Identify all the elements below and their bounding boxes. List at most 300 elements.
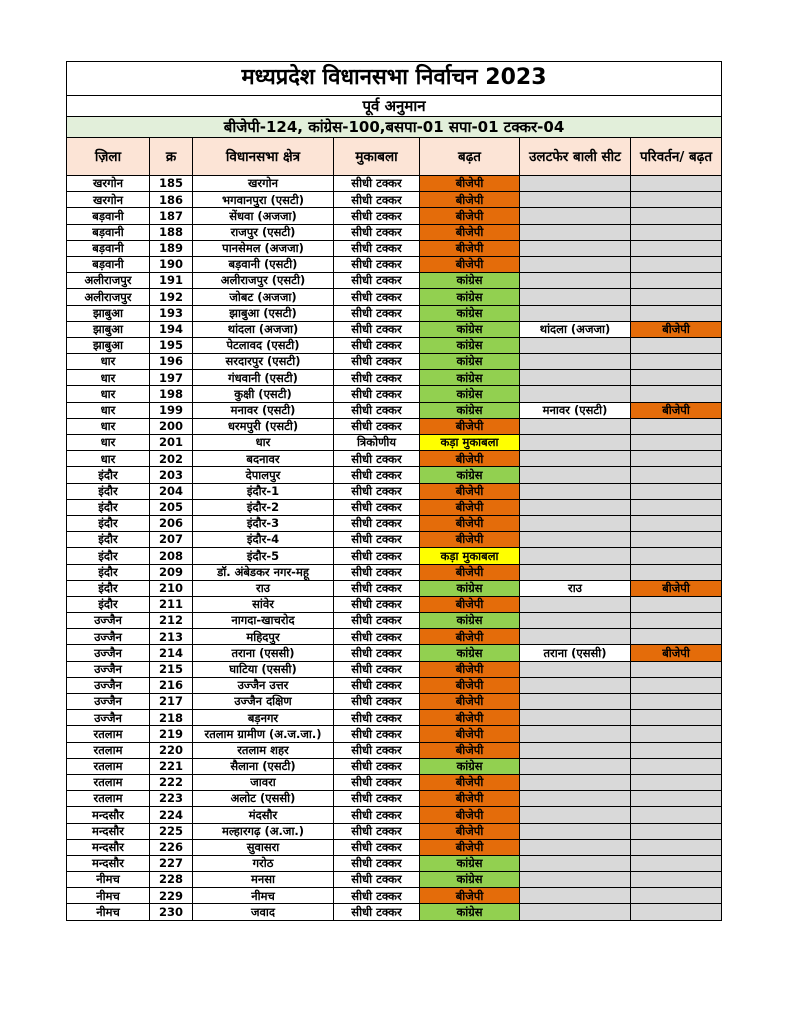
upset-seat-cell: [520, 370, 631, 386]
contest-cell: सीधी टक्कर: [334, 758, 420, 774]
district-cell: उज्जैन: [67, 677, 150, 693]
sheet-title: मध्यप्रदेश विधानसभा निर्वाचन 2023: [67, 62, 722, 96]
upset-seat-cell: [520, 240, 631, 256]
lead-cell: बीजेपी: [420, 208, 520, 224]
lead-cell: कड़ा मुकाबला: [420, 548, 520, 564]
district-cell: इंदौर: [67, 483, 150, 499]
change-lead-cell: [631, 888, 722, 904]
district-cell: इंदौर: [67, 580, 150, 596]
district-cell: उज्जैन: [67, 629, 150, 645]
district-cell: इंदौर: [67, 467, 150, 483]
district-cell: रतलाम: [67, 791, 150, 807]
table-row: [67, 402, 722, 418]
lead-cell: कड़ा मुकाबला: [420, 435, 520, 451]
lead-cell: बीजेपी: [420, 240, 520, 256]
table-row: [67, 710, 722, 726]
district-cell: अलीराजपुर: [67, 273, 150, 289]
upset-seat-cell: [520, 435, 631, 451]
constituency-cell: मल्हारगढ़ (अ.जा.): [193, 823, 334, 839]
number-cell: 206: [150, 515, 193, 531]
table-row: [67, 661, 722, 677]
table-row: [67, 386, 722, 402]
upset-seat-cell: [520, 726, 631, 742]
district-cell: बड़वानी: [67, 240, 150, 256]
number-cell: 203: [150, 467, 193, 483]
constituency-cell: सेंधवा (अजजा): [193, 208, 334, 224]
change-lead-cell: बीजेपी: [631, 402, 722, 418]
constituency-cell: सैलाना (एसटी): [193, 758, 334, 774]
contest-cell: सीधी टक्कर: [334, 370, 420, 386]
table-row: [67, 289, 722, 305]
constituency-cell: बड़वानी (एसटी): [193, 256, 334, 272]
number-cell: 201: [150, 435, 193, 451]
table-row: [67, 483, 722, 499]
table-row: [67, 192, 722, 208]
number-cell: 193: [150, 305, 193, 321]
contest-cell: सीधी टक्कर: [334, 451, 420, 467]
district-cell: खरगोन: [67, 192, 150, 208]
lead-cell: बीजेपी: [420, 176, 520, 192]
change-lead-cell: [631, 872, 722, 888]
district-cell: इंदौर: [67, 564, 150, 580]
change-lead-cell: [631, 710, 722, 726]
contest-cell: सीधी टक्कर: [334, 726, 420, 742]
upset-seat-cell: [520, 273, 631, 289]
contest-cell: सीधी टक्कर: [334, 710, 420, 726]
lead-cell: बीजेपी: [420, 515, 520, 531]
constituency-cell: महिदपुर: [193, 629, 334, 645]
constituency-cell: मनावर (एसटी): [193, 402, 334, 418]
number-cell: 227: [150, 855, 193, 871]
lead-cell: बीजेपी: [420, 742, 520, 758]
table-row: [67, 273, 722, 289]
district-cell: अलीराजपुर: [67, 289, 150, 305]
number-cell: 224: [150, 807, 193, 823]
district-cell: झाबुआ: [67, 337, 150, 353]
change-lead-cell: [631, 240, 722, 256]
table-row: [67, 872, 722, 888]
table-row: [67, 208, 722, 224]
contest-cell: सीधी टक्कर: [334, 305, 420, 321]
col-number: क्र: [150, 138, 193, 176]
district-cell: धार: [67, 354, 150, 370]
contest-cell: सीधी टक्कर: [334, 386, 420, 402]
contest-cell: सीधी टक्कर: [334, 872, 420, 888]
election-sheet: [66, 61, 721, 921]
constituency-cell: राजपुर (एसटी): [193, 224, 334, 240]
district-cell: इंदौर: [67, 548, 150, 564]
contest-cell: सीधी टक्कर: [334, 337, 420, 353]
number-cell: 216: [150, 677, 193, 693]
contest-cell: सीधी टक्कर: [334, 823, 420, 839]
constituency-cell: राउ: [193, 580, 334, 596]
table-row: [67, 354, 722, 370]
lead-cell: बीजेपी: [420, 807, 520, 823]
number-cell: 192: [150, 289, 193, 305]
upset-seat-cell: [520, 791, 631, 807]
constituency-cell: डॉ. अंबेडकर नगर-महू: [193, 564, 334, 580]
change-lead-cell: [631, 386, 722, 402]
contest-cell: सीधी टक्कर: [334, 596, 420, 612]
upset-seat-cell: [520, 176, 631, 192]
upset-seat-cell: [520, 548, 631, 564]
constituency-cell: तराना (एससी): [193, 645, 334, 661]
constituency-cell: पानसेमल (अजजा): [193, 240, 334, 256]
number-cell: 211: [150, 596, 193, 612]
district-cell: नीमच: [67, 888, 150, 904]
district-cell: इंदौर: [67, 499, 150, 515]
district-cell: मन्दसौर: [67, 823, 150, 839]
upset-seat-cell: [520, 208, 631, 224]
number-cell: 213: [150, 629, 193, 645]
constituency-cell: झाबुआ (एसटी): [193, 305, 334, 321]
constituency-cell: धरमपुरी (एसटी): [193, 418, 334, 434]
upset-seat-cell: [520, 710, 631, 726]
upset-seat-cell: राउ: [520, 580, 631, 596]
lead-cell: बीजेपी: [420, 224, 520, 240]
constituency-cell: भगवानपुरा (एसटी): [193, 192, 334, 208]
upset-seat-cell: [520, 386, 631, 402]
upset-seat-cell: [520, 224, 631, 240]
change-lead-cell: [631, 677, 722, 693]
number-cell: 188: [150, 224, 193, 240]
contest-cell: सीधी टक्कर: [334, 483, 420, 499]
number-cell: 197: [150, 370, 193, 386]
table-row: [67, 613, 722, 629]
upset-seat-cell: [520, 855, 631, 871]
number-cell: 217: [150, 694, 193, 710]
column-header-row: [67, 138, 722, 176]
lead-cell: कांग्रेस: [420, 354, 520, 370]
number-cell: 191: [150, 273, 193, 289]
number-cell: 212: [150, 613, 193, 629]
change-lead-cell: [631, 208, 722, 224]
district-cell: धार: [67, 386, 150, 402]
district-cell: धार: [67, 435, 150, 451]
change-lead-cell: [631, 483, 722, 499]
change-lead-cell: [631, 855, 722, 871]
district-cell: उज्जैन: [67, 694, 150, 710]
table-row: [67, 240, 722, 256]
change-lead-cell: [631, 515, 722, 531]
constituency-cell: अलीराजपुर (एसटी): [193, 273, 334, 289]
contest-cell: सीधी टक्कर: [334, 694, 420, 710]
lead-cell: कांग्रेस: [420, 386, 520, 402]
lead-cell: कांग्रेस: [420, 467, 520, 483]
change-lead-cell: [631, 370, 722, 386]
number-cell: 196: [150, 354, 193, 370]
table-row: [67, 564, 722, 580]
table-row: [67, 807, 722, 823]
constituency-cell: घाटिया (एससी): [193, 661, 334, 677]
table-row: [67, 888, 722, 904]
change-lead-cell: [631, 661, 722, 677]
lead-cell: बीजेपी: [420, 596, 520, 612]
constituency-cell: नीमच: [193, 888, 334, 904]
district-cell: उज्जैन: [67, 613, 150, 629]
lead-cell: बीजेपी: [420, 629, 520, 645]
table-row: [67, 645, 722, 661]
constituency-cell: सांवेर: [193, 596, 334, 612]
district-cell: रतलाम: [67, 726, 150, 742]
district-cell: धार: [67, 418, 150, 434]
district-cell: झाबुआ: [67, 321, 150, 337]
change-lead-cell: [631, 289, 722, 305]
district-cell: खरगोन: [67, 176, 150, 192]
change-lead-cell: [631, 742, 722, 758]
table-row: [67, 774, 722, 790]
district-cell: उज्जैन: [67, 645, 150, 661]
number-cell: 223: [150, 791, 193, 807]
change-lead-cell: [631, 305, 722, 321]
constituency-cell: धार: [193, 435, 334, 451]
lead-cell: बीजेपी: [420, 451, 520, 467]
number-cell: 187: [150, 208, 193, 224]
table-row: [67, 370, 722, 386]
constituency-cell: जोबट (अजजा): [193, 289, 334, 305]
contest-cell: सीधी टक्कर: [334, 661, 420, 677]
upset-seat-cell: [520, 467, 631, 483]
upset-seat-cell: [520, 888, 631, 904]
constituency-cell: थांदला (अजजा): [193, 321, 334, 337]
constituency-cell: इंदौर-4: [193, 532, 334, 548]
district-cell: रतलाम: [67, 774, 150, 790]
change-lead-cell: बीजेपी: [631, 645, 722, 661]
constituency-cell: अलोट (एससी): [193, 791, 334, 807]
sheet-subtitle: पूर्व अनुमान: [67, 96, 722, 117]
contest-cell: सीधी टक्कर: [334, 564, 420, 580]
number-cell: 222: [150, 774, 193, 790]
table-row: [67, 839, 722, 855]
contest-cell: सीधी टक्कर: [334, 613, 420, 629]
table-row: [67, 726, 722, 742]
projection-table: [66, 61, 722, 921]
constituency-cell: गंधवानी (एसटी): [193, 370, 334, 386]
change-lead-cell: [631, 192, 722, 208]
district-cell: नीमच: [67, 904, 150, 920]
contest-cell: सीधी टक्कर: [334, 208, 420, 224]
constituency-cell: उज्जैन दक्षिण: [193, 694, 334, 710]
lead-cell: बीजेपी: [420, 726, 520, 742]
table-row: [67, 758, 722, 774]
number-cell: 225: [150, 823, 193, 839]
table-row: [67, 580, 722, 596]
number-cell: 230: [150, 904, 193, 920]
contest-cell: सीधी टक्कर: [334, 224, 420, 240]
upset-seat-cell: [520, 774, 631, 790]
contest-cell: सीधी टक्कर: [334, 855, 420, 871]
number-cell: 189: [150, 240, 193, 256]
number-cell: 202: [150, 451, 193, 467]
upset-seat-cell: [520, 418, 631, 434]
table-row: [67, 176, 722, 192]
constituency-cell: गरोठ: [193, 855, 334, 871]
number-cell: 204: [150, 483, 193, 499]
contest-cell: सीधी टक्कर: [334, 904, 420, 920]
number-cell: 205: [150, 499, 193, 515]
district-cell: मन्दसौर: [67, 839, 150, 855]
district-cell: इंदौर: [67, 596, 150, 612]
lead-cell: बीजेपी: [420, 499, 520, 515]
lead-cell: बीजेपी: [420, 192, 520, 208]
contest-cell: सीधी टक्कर: [334, 273, 420, 289]
upset-seat-cell: [520, 483, 631, 499]
contest-cell: सीधी टक्कर: [334, 354, 420, 370]
table-row: [67, 451, 722, 467]
district-cell: धार: [67, 370, 150, 386]
contest-cell: सीधी टक्कर: [334, 645, 420, 661]
upset-seat-cell: मनावर (एसटी): [520, 402, 631, 418]
change-lead-cell: [631, 839, 722, 855]
table-row: [67, 435, 722, 451]
change-lead-cell: [631, 435, 722, 451]
table-row: [67, 694, 722, 710]
change-lead-cell: [631, 823, 722, 839]
number-cell: 198: [150, 386, 193, 402]
upset-seat-cell: [520, 807, 631, 823]
district-cell: नीमच: [67, 872, 150, 888]
lead-cell: बीजेपी: [420, 888, 520, 904]
constituency-cell: मनसा: [193, 872, 334, 888]
table-row: [67, 823, 722, 839]
change-lead-cell: [631, 807, 722, 823]
number-cell: 219: [150, 726, 193, 742]
table-row: [67, 596, 722, 612]
number-cell: 199: [150, 402, 193, 418]
lead-cell: कांग्रेस: [420, 613, 520, 629]
contest-cell: सीधी टक्कर: [334, 629, 420, 645]
number-cell: 209: [150, 564, 193, 580]
constituency-cell: खरगोन: [193, 176, 334, 192]
constituency-cell: पेटलावद (एसटी): [193, 337, 334, 353]
contest-cell: सीधी टक्कर: [334, 888, 420, 904]
contest-cell: सीधी टक्कर: [334, 467, 420, 483]
lead-cell: बीजेपी: [420, 694, 520, 710]
upset-seat-cell: [520, 677, 631, 693]
constituency-cell: कुक्षी (एसटी): [193, 386, 334, 402]
change-lead-cell: [631, 499, 722, 515]
change-lead-cell: [631, 548, 722, 564]
lead-cell: कांग्रेस: [420, 645, 520, 661]
lead-cell: बीजेपी: [420, 483, 520, 499]
change-lead-cell: [631, 694, 722, 710]
upset-seat-cell: थांदला (अजजा): [520, 321, 631, 337]
lead-cell: बीजेपी: [420, 532, 520, 548]
lead-cell: कांग्रेस: [420, 855, 520, 871]
constituency-cell: सुवासरा: [193, 839, 334, 855]
constituency-cell: सरदारपुर (एसटी): [193, 354, 334, 370]
upset-seat-cell: [520, 515, 631, 531]
district-cell: झाबुआ: [67, 305, 150, 321]
constituency-cell: मंदसौर: [193, 807, 334, 823]
change-lead-cell: [631, 629, 722, 645]
change-lead-cell: [631, 596, 722, 612]
change-lead-cell: [631, 726, 722, 742]
district-cell: रतलाम: [67, 758, 150, 774]
upset-seat-cell: [520, 532, 631, 548]
contest-cell: सीधी टक्कर: [334, 240, 420, 256]
lead-cell: बीजेपी: [420, 677, 520, 693]
upset-seat-cell: [520, 758, 631, 774]
upset-seat-cell: [520, 499, 631, 515]
number-cell: 214: [150, 645, 193, 661]
upset-seat-cell: [520, 354, 631, 370]
table-row: [67, 256, 722, 272]
table-row: [67, 904, 722, 920]
lead-cell: कांग्रेस: [420, 370, 520, 386]
table-body: [67, 176, 722, 921]
upset-seat-cell: [520, 564, 631, 580]
contest-cell: सीधी टक्कर: [334, 580, 420, 596]
contest-cell: सीधी टक्कर: [334, 289, 420, 305]
lead-cell: बीजेपी: [420, 823, 520, 839]
contest-cell: सीधी टक्कर: [334, 774, 420, 790]
contest-cell: सीधी टक्कर: [334, 402, 420, 418]
upset-seat-cell: [520, 742, 631, 758]
number-cell: 210: [150, 580, 193, 596]
table-row: [67, 742, 722, 758]
table-row: [67, 515, 722, 531]
table-row: [67, 548, 722, 564]
number-cell: 228: [150, 872, 193, 888]
district-cell: बड़वानी: [67, 224, 150, 240]
number-cell: 229: [150, 888, 193, 904]
change-lead-cell: [631, 224, 722, 240]
upset-seat-cell: [520, 192, 631, 208]
upset-seat-cell: [520, 872, 631, 888]
change-lead-cell: [631, 791, 722, 807]
seat-summary: बीजेपी-124, कांग्रेस-100,बसपा-01 सपा-01 टक्कर-04: [67, 117, 722, 138]
constituency-cell: बदनावर: [193, 451, 334, 467]
table-row: [67, 629, 722, 645]
contest-cell: सीधी टक्कर: [334, 548, 420, 564]
col-upset-seat: उलटफेर बाली सीट: [520, 138, 631, 176]
lead-cell: कांग्रेस: [420, 289, 520, 305]
contest-cell: सीधी टक्कर: [334, 532, 420, 548]
col-change-lead: परिवर्तन/ बढ़त: [631, 138, 722, 176]
change-lead-cell: [631, 467, 722, 483]
contest-cell: सीधी टक्कर: [334, 176, 420, 192]
district-cell: धार: [67, 402, 150, 418]
table-row: [67, 337, 722, 353]
constituency-cell: इंदौर-2: [193, 499, 334, 515]
district-cell: मन्दसौर: [67, 807, 150, 823]
constituency-cell: देपालपुर: [193, 467, 334, 483]
district-cell: रतलाम: [67, 742, 150, 758]
col-district: ज़िला: [67, 138, 150, 176]
contest-cell: सीधी टक्कर: [334, 256, 420, 272]
number-cell: 186: [150, 192, 193, 208]
col-contest: मुकाबला: [334, 138, 420, 176]
table-row: [67, 855, 722, 871]
upset-seat-cell: [520, 839, 631, 855]
contest-cell: सीधी टक्कर: [334, 791, 420, 807]
upset-seat-cell: [520, 629, 631, 645]
table-row: [67, 499, 722, 515]
constituency-cell: इंदौर-3: [193, 515, 334, 531]
upset-seat-cell: [520, 289, 631, 305]
number-cell: 221: [150, 758, 193, 774]
change-lead-cell: [631, 273, 722, 289]
contest-cell: सीधी टक्कर: [334, 839, 420, 855]
lead-cell: बीजेपी: [420, 418, 520, 434]
upset-seat-cell: [520, 613, 631, 629]
change-lead-cell: बीजेपी: [631, 321, 722, 337]
lead-cell: बीजेपी: [420, 774, 520, 790]
constituency-cell: जवाद: [193, 904, 334, 920]
col-lead: बढ़त: [420, 138, 520, 176]
change-lead-cell: [631, 904, 722, 920]
